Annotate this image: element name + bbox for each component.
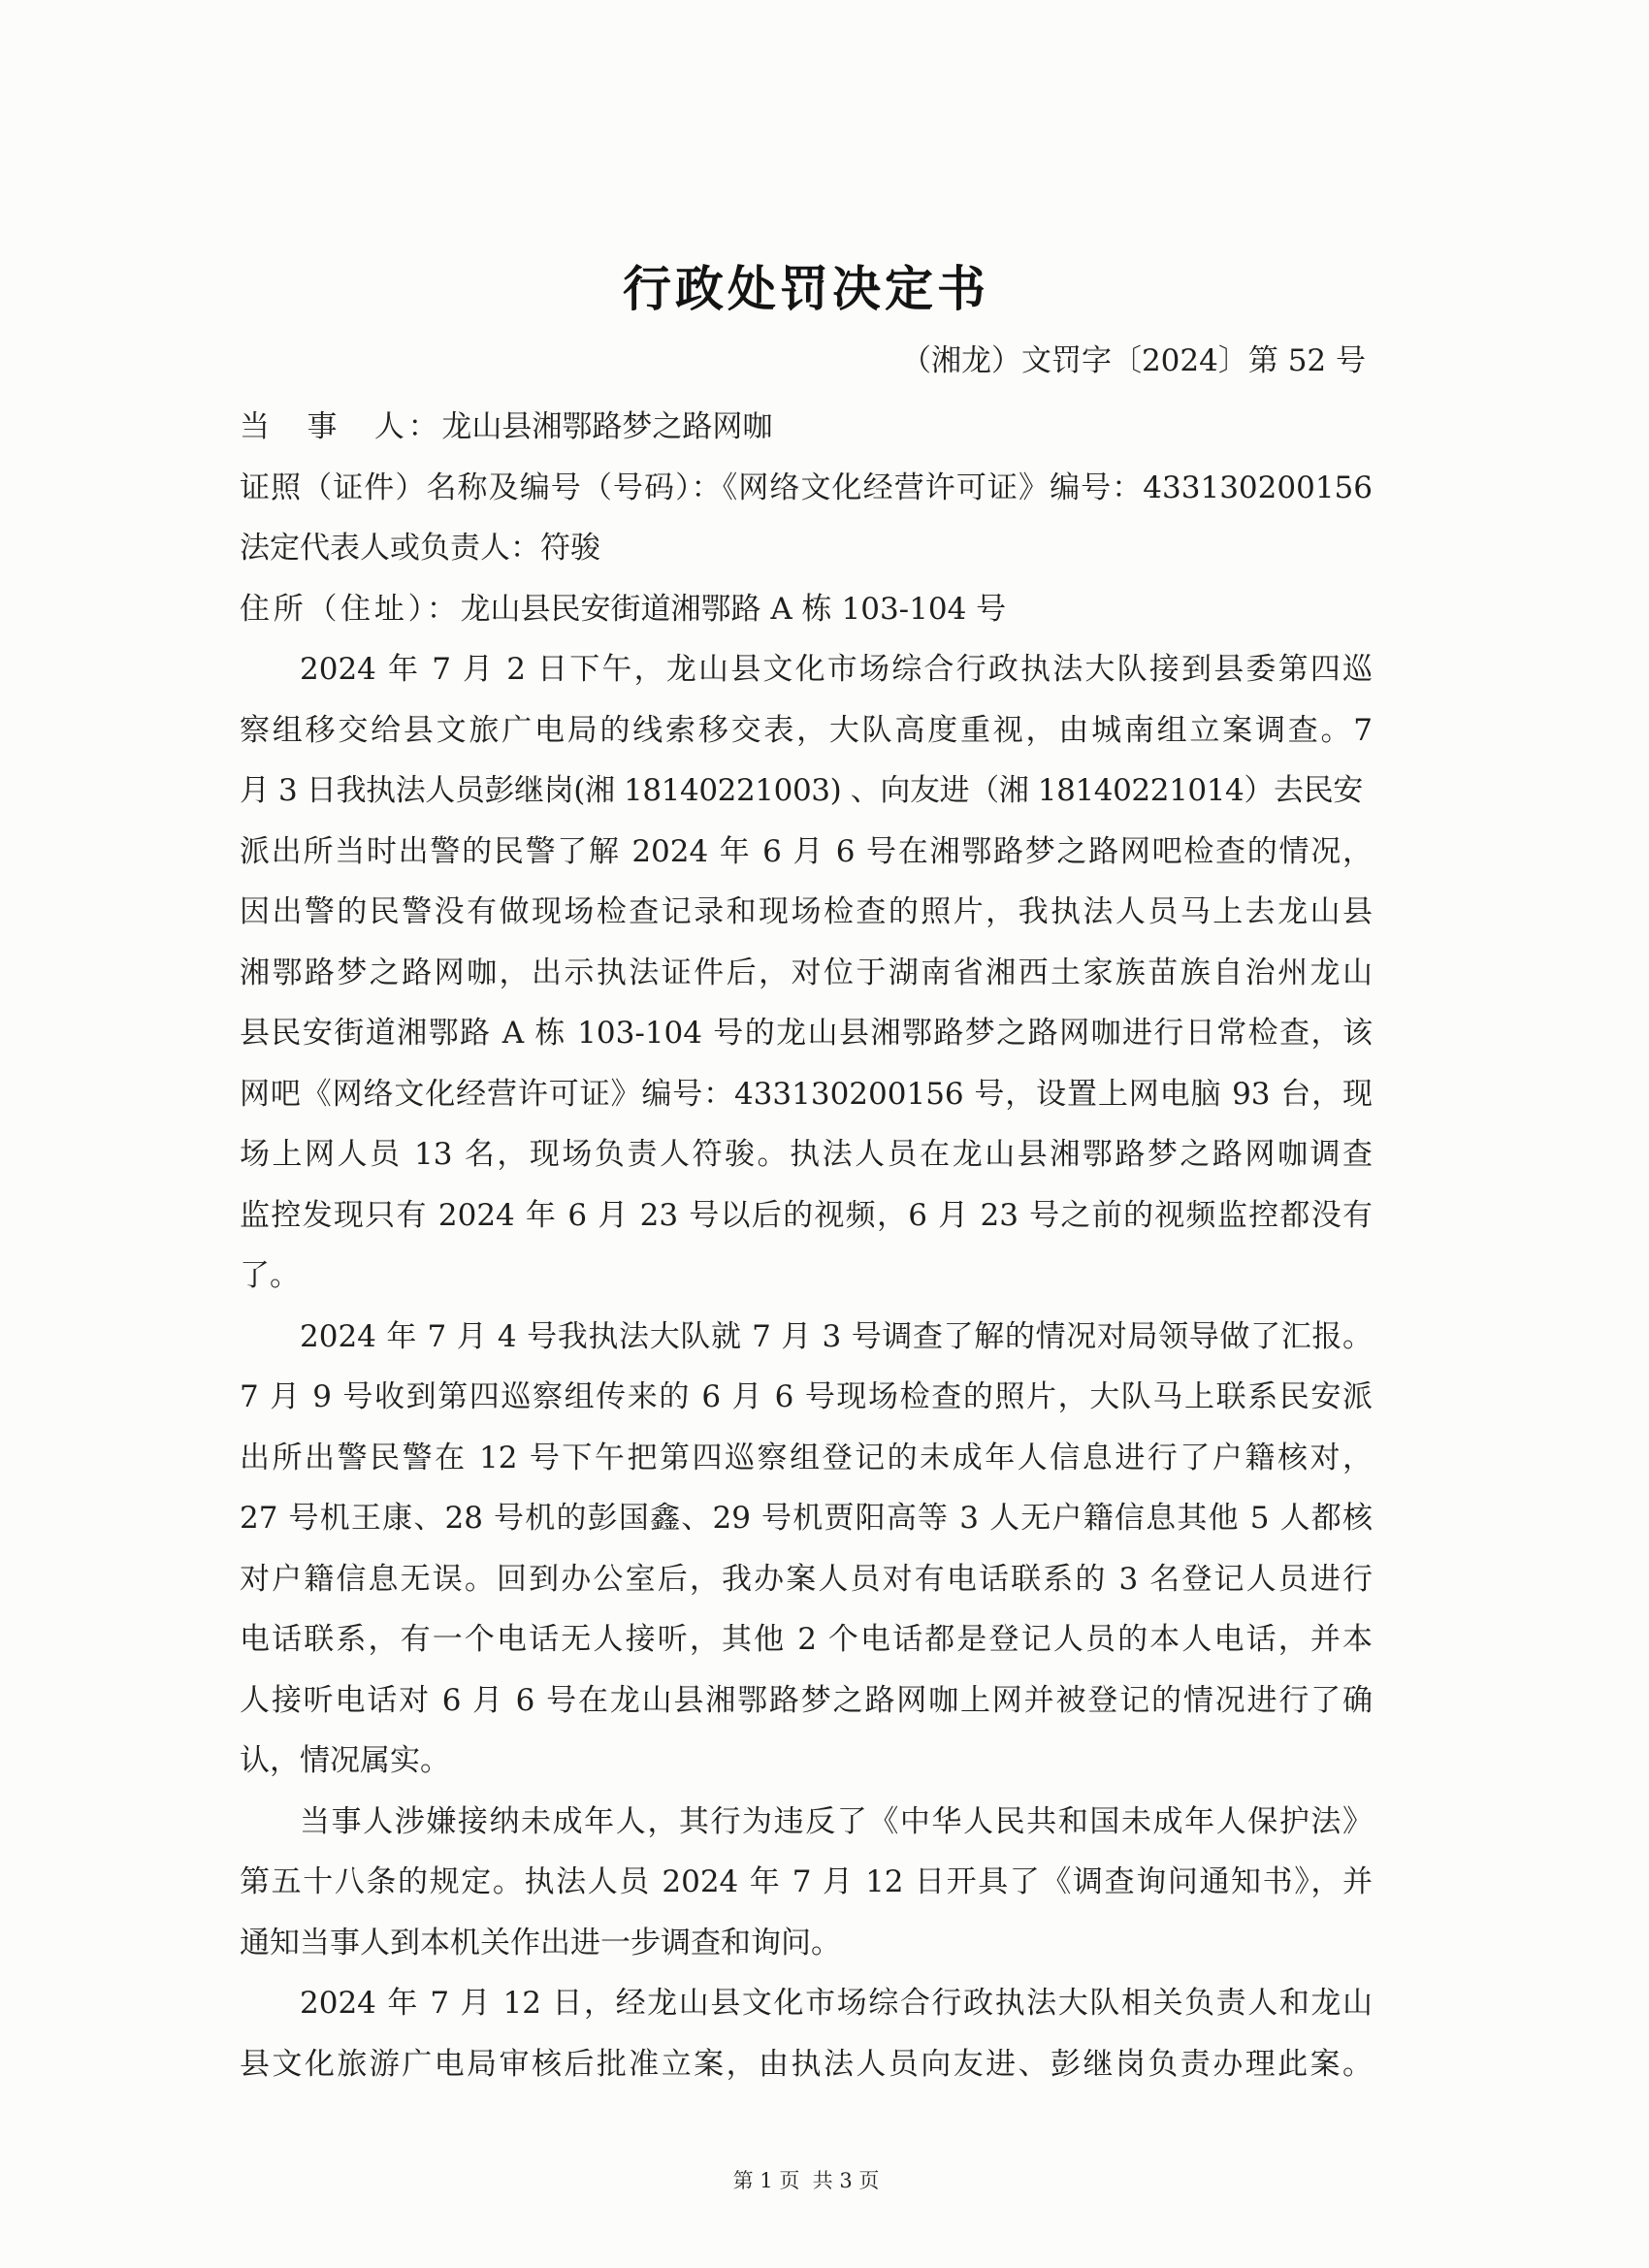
paragraph-line: 湘鄂路梦之路网咖，出示执法证件后，对位于湖南省湘西土家族苗族自治州龙山 [240, 955, 1373, 990]
field-label: 证照（证件）名称及编号（号码）： [240, 470, 723, 505]
paragraph-line: 网吧《网络文化经营许可证》编号：433130200156 号，设置上网电脑 93 台，现 [240, 1076, 1373, 1112]
paragraph-line: 对户籍信息无误。回到办公室后，我办案人员对有电话联系的 3 名登记人员进行 [240, 1561, 1373, 1597]
field-value: 龙山县湘鄂路梦之路网咖 [441, 409, 773, 444]
field-row [240, 458, 1373, 519]
paragraph [240, 1792, 1373, 1974]
paragraph-line: 察组移交给县文旅广电局的线索移交表，大队高度重视，由城南组立案调查。7 [240, 712, 1373, 748]
paragraph-line: 县文化旅游广电局审核后批准立案，由执法人员向友进、彭继岗负责办理此案。 [240, 2046, 1373, 2082]
field-row [240, 579, 1373, 640]
field-label: 当 事 人： [240, 409, 442, 444]
paragraph-line: 因出警的民警没有做现场检查记录和现场检查的照片，我执法人员马上去龙山县 [240, 894, 1373, 929]
field-label: 住所（住址）： [240, 591, 461, 627]
document-body [240, 397, 1373, 2094]
paragraph-line: 监控发现只有 2024 年 6 月 23 号以后的视频，6 月 23 号之前的视频监控都没有 [240, 1197, 1373, 1233]
paragraph-line: 电话联系，有一个电话无人接听，其他 2 个电话都是登记人员的本人电话，并本 [240, 1622, 1373, 1657]
paragraph-line: 场上网人员 13 名，现场负责人符骏。执法人员在龙山县湘鄂路梦之路网咖调查 [240, 1137, 1373, 1172]
paragraph [240, 639, 1373, 1307]
paragraph-line: 第五十八条的规定。执法人员 2024 年 7 月 12 日开具了《调查询问通知书》，并 [240, 1864, 1373, 1899]
paragraph-line: 2024 年 7 月 12 日，经龙山县文化市场综合行政执法大队相关负责人和龙山 [300, 1986, 1373, 2021]
field-label: 法定代表人或负责人： [240, 531, 540, 566]
field-value: 龙山县民安街道湘鄂路 A 栋 103-104 号 [460, 591, 1007, 627]
field-row [240, 397, 1373, 458]
paragraph-line: 出所出警民警在 12 号下午把第四巡察组登记的未成年人信息进行了户籍核对， [240, 1440, 1373, 1475]
paragraph-line: 当事人涉嫌接纳未成年人，其行为违反了《中华人民共和国未成年人保护法》 [300, 1803, 1373, 1839]
document-number: （湘龙）文罚字〔2024〕第 52 号 [900, 343, 1366, 378]
field-value: 符骏 [540, 531, 600, 566]
field-row [240, 518, 1373, 579]
document-title: 行政处罚决定书 [623, 260, 989, 317]
paragraph [240, 1973, 1373, 2094]
paragraph-line: 7 月 9 号收到第四巡察组传来的 6 月 6 号现场检查的照片，大队马上联系民安派 [240, 1379, 1373, 1414]
paragraph-line: 27 号机王康、28 号机的彭国鑫、29 号机贾阳高等 3 人无户籍信息其他 5 人都核 [240, 1501, 1373, 1536]
paragraph-line: 2024 年 7 月 2 日下午，龙山县文化市场综合行政执法大队接到县委第四巡 [300, 652, 1373, 687]
paragraph-line: 2024 年 7 月 4 号我执法大队就 7 月 3 号调查了解的情况对局领导做了汇报。 [300, 1318, 1373, 1354]
paragraph-line: 认，情况属实。 [240, 1743, 450, 1778]
paragraph-line: 人接听电话对 6 月 6 号在龙山县湘鄂路梦之路网咖上网并被登记的情况进行了确 [240, 1682, 1373, 1718]
page-footer: 第 1 页 共 3 页 [732, 2169, 880, 2192]
paragraph-line: 月 3 日我执法人员彭继岗(湘 18140221003) 、向友进（湘 18140221014）去民安 [240, 773, 1363, 808]
paragraph-line: 通知当事人到本机关作出进一步调查和询问。 [240, 1925, 841, 1960]
paragraph-line: 县民安街道湘鄂路 A 栋 103-104 号的龙山县湘鄂路梦之路网咖进行日常检查，该 [240, 1016, 1373, 1051]
field-value: 《网络文化经营许可证》编号：433130200156 [722, 470, 1373, 505]
paragraph-line: 了。 [240, 1258, 300, 1293]
paragraph [240, 1307, 1373, 1792]
paragraph-line: 派出所当时出警的民警了解 2024 年 6 月 6 号在湘鄂路梦之路网吧检查的情况， [240, 833, 1373, 869]
